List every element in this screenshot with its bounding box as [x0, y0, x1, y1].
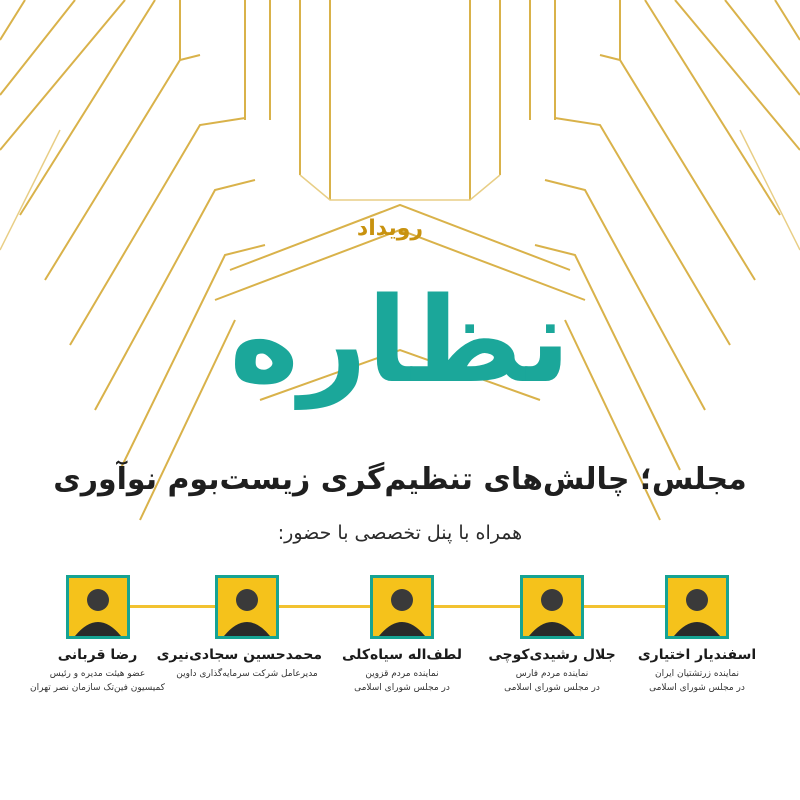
panelist-role: نماینده مردم فارس	[515, 669, 589, 679]
panelist-role: مدیرعامل شرکت سرمایه‌گذاری داوین	[176, 669, 318, 679]
panelist-photo	[370, 575, 434, 639]
panelist-role: نماینده زرتشتیان ایران	[655, 669, 739, 679]
person-icon	[668, 578, 726, 636]
event-logo	[220, 250, 580, 440]
panelist-name: محمدحسین سجادی‌نیری	[156, 647, 322, 663]
panelist-photo	[665, 575, 729, 639]
panelist-name: رضا قربانی	[57, 647, 138, 663]
panelist-name: جلال رشیدی‌کوچی	[488, 647, 616, 663]
person-icon	[69, 578, 127, 636]
panelist-role: کمیسیون فین‌تک سازمان نصر تهران	[30, 683, 165, 693]
panelist-card	[156, 575, 322, 681]
event-eyebrow: رویداد	[356, 216, 424, 241]
panelist-role: نماینده مردم قزوین	[365, 669, 439, 679]
panelist-photo	[215, 575, 279, 639]
panelist-card	[327, 575, 477, 695]
event-headline: مجلس؛ چالش‌های تنظیم‌گری زیست‌بوم نوآوری	[53, 462, 747, 497]
panelist-card	[477, 575, 627, 695]
panelist-name: لطف‌اله سیاه‌کلی	[341, 647, 462, 663]
panelist-role: عضو هیئت مدیره و رئیس	[49, 669, 146, 679]
event-logo-text: نظاره	[229, 271, 571, 409]
panelist-role: در مجلس شورای اسلامی	[649, 683, 745, 693]
person-icon	[373, 578, 431, 636]
panelist-role: در مجلس شورای اسلامی	[354, 683, 450, 693]
panelist-card	[20, 575, 175, 695]
person-icon	[218, 578, 276, 636]
panelist-photo	[66, 575, 130, 639]
panelist-role: در مجلس شورای اسلامی	[504, 683, 600, 693]
panelist-card	[622, 575, 772, 695]
panelist-name: اسفندیار اختیاری	[637, 647, 757, 663]
panelist-photo	[520, 575, 584, 639]
person-icon	[523, 578, 581, 636]
event-subheadline: همراه با پنل تخصصی با حضور:	[277, 522, 523, 544]
